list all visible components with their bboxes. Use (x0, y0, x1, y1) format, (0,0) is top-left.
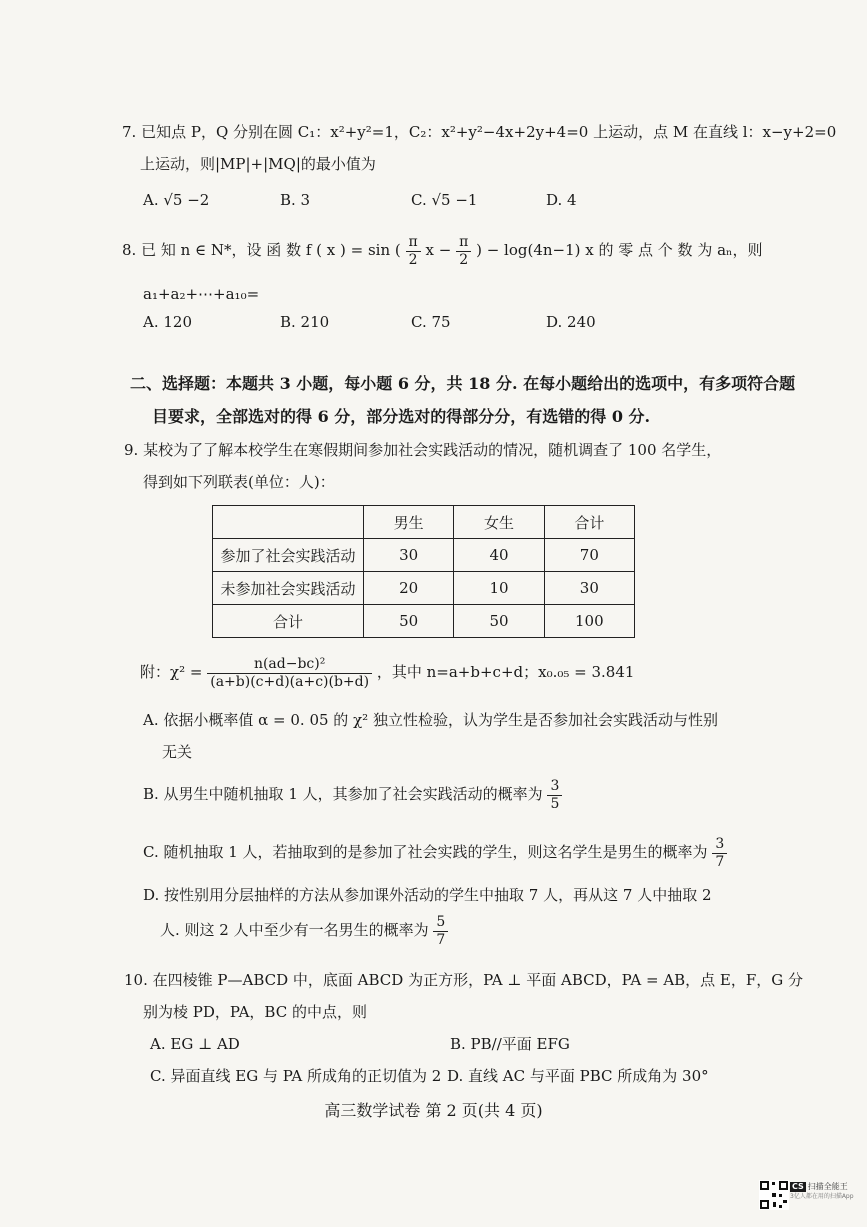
q8-frac1-den: 2 (408, 251, 418, 268)
contingency-table (212, 505, 635, 638)
q10-option-a: A. EG ⊥ AD (150, 1035, 240, 1053)
formula-num: n(ad−bc)² (207, 656, 372, 674)
q9-formula (140, 652, 634, 692)
q9-option-c (143, 832, 727, 872)
q9-option-b-fraction (547, 778, 562, 813)
table-cell (213, 506, 364, 539)
q10-option-c: C. 异面直线 EG 与 PA 所成角的正切值为 2 (150, 1067, 442, 1085)
cs-logo: CS (792, 1182, 804, 1191)
table-row (213, 572, 635, 605)
table-row (213, 539, 635, 572)
formula-den: (a+b)(c+d)(a+c)(b+d) (210, 673, 370, 690)
q8-prefix: 8. 已 知 n ∈ N*，设 函 数 f ( x ) = sin ( (122, 241, 401, 259)
table-cell: 30 (364, 539, 454, 572)
q9-option-a-line1: A. 依据小概率值 α = 0. 05 的 χ² 独立性检验，认为学生是否参加社会实践活动与性别 (143, 711, 718, 729)
q7-option-d: D. 4 (546, 191, 577, 209)
formula-prefix: 附：χ² = (140, 663, 203, 681)
table-cell: 100 (544, 605, 634, 638)
q9-option-d-line1: D. 按性别用分层抽样的方法从参加课外活动的学生中抽取 7 人，再从这 7 人中抽取 2 (143, 886, 712, 904)
q7-line2: 上运动，则|MP|+|MQ|的最小值为 (140, 155, 376, 173)
scanner-watermark (790, 1182, 854, 1202)
table-row (213, 605, 635, 638)
q8-mid: x − (425, 241, 452, 259)
q9-option-d-line2 (160, 910, 448, 950)
q9-line1: 9. 某校为了了解本校学生在寒假期间参加社会实践活动的情况，随机调查了 100 名学生， (124, 441, 722, 459)
q8-suffix: ) − log(4n−1) x 的 零 点 个 数 为 aₙ，则 (476, 241, 763, 259)
table-cell: 合计 (544, 506, 634, 539)
q9-line2: 得到如下列联表(单位：人)： (143, 473, 335, 491)
q8-frac2-den: 2 (459, 251, 469, 268)
page-footer: 高三数学试卷 第 2 页(共 4 页) (324, 1101, 543, 1120)
table-cell: 10 (454, 572, 544, 605)
table-cell: 合计 (213, 605, 364, 638)
section2-line2: 目要求，全部选对的得 6 分，部分选对的得部分分，有选错的得 0 分. (152, 407, 651, 426)
table-cell: 男生 (364, 506, 454, 539)
q7-option-c: C. √5 −1 (411, 191, 478, 209)
q8-frac2-num: π (456, 234, 471, 252)
q10-line2: 别为棱 PD，PA，BC 的中点，则 (143, 1003, 367, 1021)
frac-num: 3 (712, 836, 727, 854)
q8-frac1-num: π (406, 234, 421, 252)
qr-code-icon (759, 1180, 789, 1210)
q8-option-d: D. 240 (546, 313, 596, 331)
table-cell: 30 (544, 572, 634, 605)
q9-option-b (143, 774, 562, 814)
q8-option-a: A. 120 (143, 313, 192, 331)
q8-fraction-2 (456, 234, 471, 269)
badge-subtitle: 3亿人都在用的扫描App (790, 1193, 854, 1200)
frac-den: 7 (715, 853, 725, 870)
q9-option-b-text: B. 从男生中随机抽取 1 人，其参加了社会实践活动的概率为 (143, 785, 543, 803)
table-cell: 女生 (454, 506, 544, 539)
frac-den: 7 (436, 931, 446, 948)
q8-fraction-1 (406, 234, 421, 269)
q10-option-d: D. 直线 AC 与平面 PBC 所成角为 30° (447, 1067, 709, 1085)
table-cell: 40 (454, 539, 544, 572)
frac-num: 5 (433, 914, 448, 932)
table-cell: 50 (364, 605, 454, 638)
frac-den: 5 (550, 795, 560, 812)
badge-title: 扫描全能王 (807, 1182, 848, 1191)
q9-option-c-text: C. 随机抽取 1 人，若抽取到的是参加了社会实践的学生，则这名学生是男生的概率为 (143, 843, 708, 861)
q7-option-b: B. 3 (280, 191, 311, 209)
table-cell: 20 (364, 572, 454, 605)
q8-line1 (122, 230, 763, 270)
table-header-row (213, 506, 635, 539)
q9-option-c-fraction (712, 836, 727, 871)
section2-line1: 二、选择题：本题共 3 小题，每小题 6 分，共 18 分. 在每小题给出的选项中，有多项符合题 (130, 374, 796, 393)
table-cell: 70 (544, 539, 634, 572)
formula-suffix: ，其中 n=a+b+c+d；x₀.₀₅ = 3.841 (376, 663, 635, 681)
q7-option-a: A. √5 −2 (143, 191, 210, 209)
formula-fraction (207, 656, 372, 691)
q9-option-d-text: 人. 则这 2 人中至少有一名男生的概率为 (160, 921, 429, 939)
table-cell: 未参加社会实践活动 (213, 572, 364, 605)
table-cell: 参加了社会实践活动 (213, 539, 364, 572)
q10-option-b: B. PB//平面 EFG (450, 1035, 570, 1053)
q9-option-a-line2: 无关 (162, 743, 193, 761)
table-cell: 50 (454, 605, 544, 638)
q8-line2: a₁+a₂+⋯+a₁₀= (143, 285, 260, 303)
q8-option-c: C. 75 (411, 313, 451, 331)
q9-option-d-fraction (433, 914, 448, 949)
q7-line1: 7. 已知点 P，Q 分别在圆 C₁：x²+y²=1，C₂：x²+y²−4x+2y+4=0 上运动，点 M 在直线 l：x−y+2=0 (122, 123, 837, 141)
q8-option-b: B. 210 (280, 313, 330, 331)
frac-num: 3 (547, 778, 562, 796)
q10-line1: 10. 在四棱锥 P—ABCD 中，底面 ABCD 为正方形，PA ⊥ 平面 ABCD，PA = AB，点 E，F，G 分 (124, 971, 804, 989)
